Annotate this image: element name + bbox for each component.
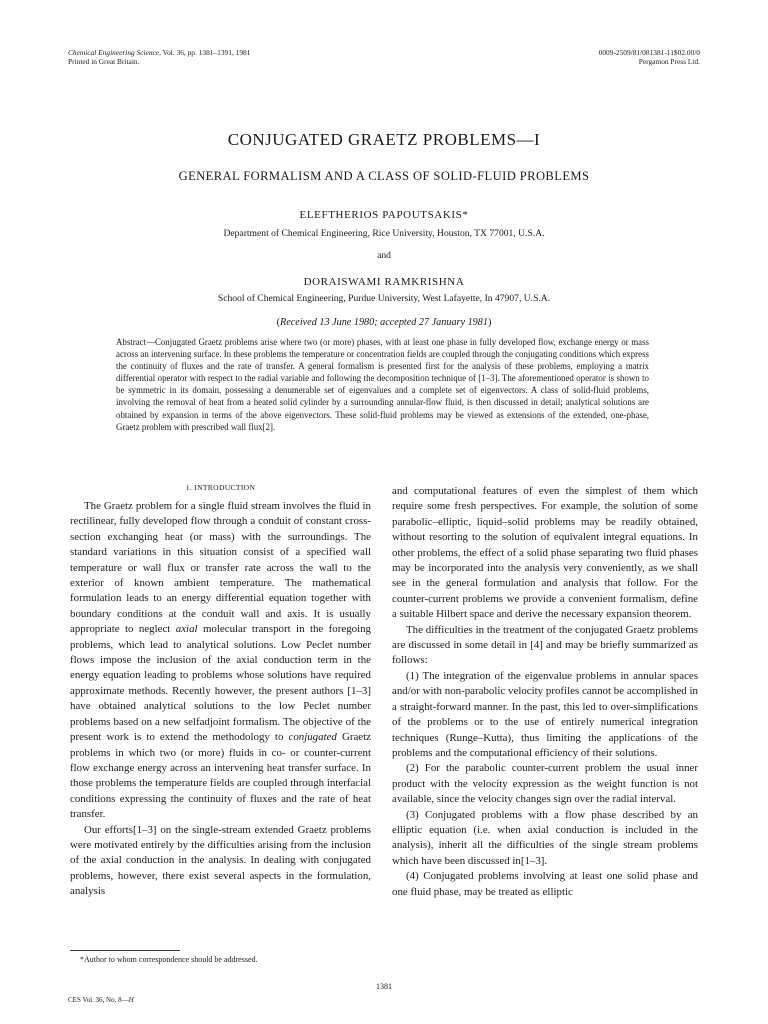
right-paragraph-2: The difficulties in the treatment of the conjugated Graetz problems are discussed in some detail in [4] and may be briefly summarized as follows:	[392, 623, 698, 667]
emphasis-axial: axial	[175, 623, 198, 636]
intro-paragraph-1: The Graetz problem for a single fluid stream involves the fluid in rectilinear, fully developed flow through a conduit of constant cross-section exchanging heat (or mass) with the surroundings. The standard variations in this situation consist of a specified wall temperature or wall flux or transfer rate across the wall to the exterior of known ambient temperature. The mathematical formulation leads to an energy differential equation together with boundary conditions at the conduit wall and axis. It is usually appropriate to neglect axial molecular transport in the foregoing problems, which lead to analytical solutions. Low Peclet number flows impose the inclusion of the axial conduction term in the energy equation leading to problems whose solutions have required approximate methods. Recently however, the present authors [1–3] have obtained analytical solutions to the low Peclet number problems based on a new selfadjoint formalism. The objective of the present work is to extend the methodology to conjugated Graetz problems in which two (or more) fluids in co- or counter-current flow exchange energy across an intervening heat transfer surface. In those problems the temperature fields are coupled through interfacial conditions expressing the continuity of fluxes and the rate of heat transfer.	[70, 500, 372, 821]
author-2-name: DORAISWAMI RAMKRISHNA	[303, 276, 465, 288]
author-1-affiliation: Department of Chemical Engineering, Rice University, Houston, TX 77001, U.S.A.	[223, 228, 545, 239]
publisher-name: Pergamon Press Ltd.	[638, 57, 700, 66]
accepted-label: accepted	[380, 317, 417, 328]
difficulty-1: (1) The integration of the eigenvalue problems in annular spaces and/or with non-parabolic velocity profiles cannot be accomplished in a straight-forward manner. In the past, this led to over-simplifications of the problems or to the use of entirely numerical integration techniques (Runge–Kutta), thus limiting the applications of the problems and the computational efficiency of their solutions.	[392, 669, 698, 759]
publisher-header	[599, 48, 700, 66]
journal-citation: , Vol. 36, pp. 1381–1391, 1981	[159, 48, 251, 57]
right-paragraph-1: and computational features of even the simplest of them which require some fresh perspectives. For example, the solution of some parabolic–elliptic, liquid–solid problems may be readily obtained, without resorting to the solution of equivalent integral equations. In other problems, the effect of a solid phase separating two fluid phases may be incorporated into the analysis very conveniently, as we shall see in the general formulation and analysis that follow. For the counter-current problems we provide a convenient formalism, define a suitable Hilbert space and derive the necessary expansion theorem.	[392, 485, 698, 621]
page-number: 1381	[376, 982, 392, 991]
abstract: Abstract—Conjugated Graetz problems arise where two (or more) phases, with at least one phase in fully developed flow, exchange energy or mass across an intervening surface. In these problems the temperature or concentration fields are coupled through the conjugating conditions which express the continuity of fluxes and the rate of transfer. A general formalism is presented first for the analysis of these problems, employing a matrix differential operator with respect to the radial variable and following the decomposition technique of [1–3]. The aforementioned operator is shown to be symmetric in its domain, possessing a denumerable set of eigenvalues and a complete set of eigenvectors. A class of solid-fluid problems, involving the removal of heat from a heated solid cylinder by a surrounding annular-flow fluid, is then discussed in detail; analytical solutions are obtained by expansion in terms of the above eigenvectors. These solid-fluid problems may be viewed as extensions of the extended, one-phase, Graetz problem with prescribed wall flux[2].	[116, 337, 649, 432]
accepted-date: 27 January 1981	[416, 317, 488, 328]
footnote: *Author to whom correspondence should be addressed.	[80, 955, 258, 964]
issue-footer: CES Vol. 36, No. 8—H	[68, 996, 134, 1004]
paper-title: CONJUGATED GRAETZ PROBLEMS—I	[227, 130, 541, 149]
journal-name: Chemical Engineering Science	[68, 48, 160, 57]
right-column	[392, 484, 698, 900]
author-1-name: ELEFTHERIOS PAPOUTSAKIS*	[299, 209, 469, 221]
intro-paragraph-2: Our efforts[1–3] on the single-stream extended Graetz problems were motivated entirely by the difficulties arising from the inclusion of the axial conduction in the analysis. In dealing with conjugated problems, however, there exist several aspects in the formulation, analysis	[70, 823, 371, 898]
received-label: Received	[280, 317, 317, 328]
received-dates: (Received 13 June 1980; accepted 27 January 1981)	[276, 317, 492, 328]
difficulty-3: (3) Conjugated problems with a flow phase described by an elliptic equation (i.e. when axial conduction is included in the analysis), inherit all the difficulties of the single stream problems which have been discussed in[1–3].	[392, 808, 698, 867]
difficulty-2: (2) For the parabolic counter-current problem the usual inner product with the velocity expression as the weight function is not available, since the velocity changes sign over the radial interval.	[392, 762, 698, 806]
author-2-affiliation: School of Chemical Engineering, Purdue University, West Lafayette, In 47907, U.S.A.	[217, 293, 551, 304]
printed-in: Printed in Great Britain.	[68, 57, 140, 66]
emphasis-conjugated: conjugated	[288, 731, 337, 744]
article-code: 0009-2509/81/081381-11$02.00/0	[598, 48, 700, 57]
left-column	[70, 499, 371, 900]
footnote-rule	[70, 950, 180, 951]
section-heading: 1. INTRODUCTION	[185, 483, 256, 492]
difficulty-4: (4) Conjugated problems involving at least one solid phase and one fluid phase, may be treated as elliptic	[392, 870, 698, 898]
received-date: 13 June 1980;	[316, 317, 381, 328]
journal-header	[68, 48, 250, 66]
author-conjunction: and	[377, 250, 391, 261]
paper-subtitle: GENERAL FORMALISM AND A CLASS OF SOLID-FLUID PROBLEMS	[178, 169, 590, 183]
